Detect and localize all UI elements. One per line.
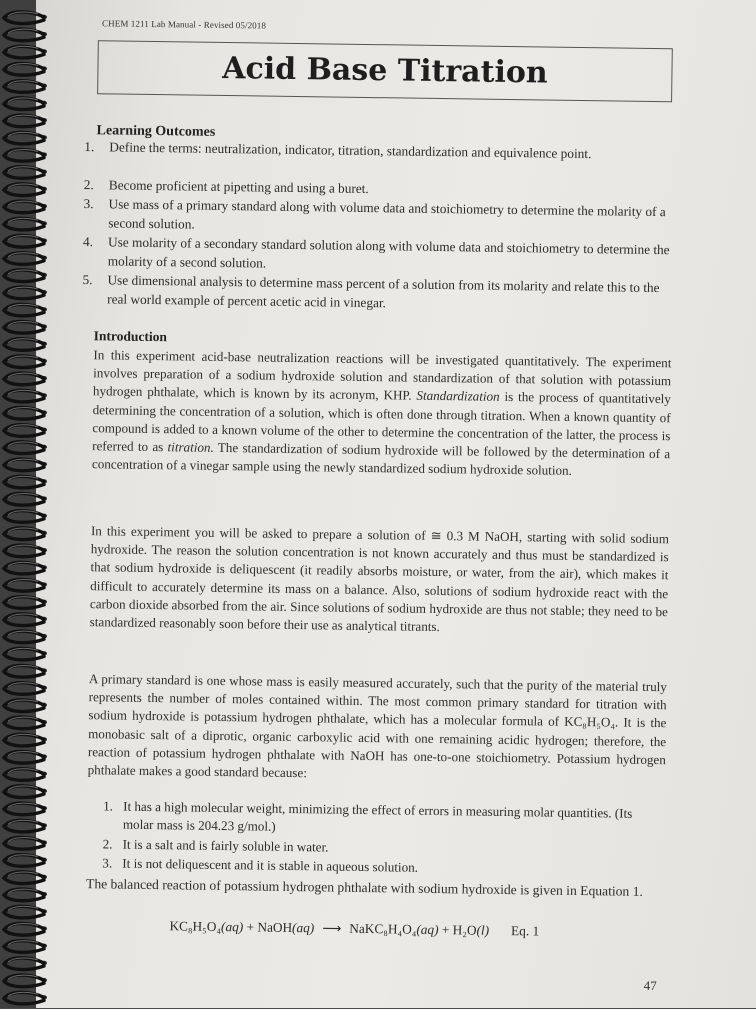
reason-number: 3.	[102, 855, 113, 871]
intro-p1-part-c: The standardization of sodium hydroxide will be followed by the determination of a concentration of a vinegar sample using the newly standardized sodium hydroxide solution.	[91, 439, 671, 479]
eq-product-2-state: (l)	[476, 922, 490, 938]
eq-reactant-1: KC₈H₅O₄	[169, 918, 222, 935]
learning-outcomes-heading: Learning Outcomes	[96, 123, 216, 140]
page-number: 47	[643, 977, 657, 994]
outcome-number: 5.	[82, 272, 93, 288]
outcome-item-2	[83, 176, 680, 197]
eq-reactant-2-state: (aq)	[292, 920, 315, 936]
outcome-text: Use dimensional analysis to determine mass percent of a solution from its molarity and relate this to the real world example of percent acetic acid in vinegar.	[107, 272, 660, 310]
eq-plus: +	[243, 919, 258, 935]
eq-product-2: H₂O	[452, 922, 477, 938]
intro-p1-part-a: In this experiment acid-base neutralization reactions will be investigated quantitatively. The experiment involves preparation of a sodium hydroxide solution and standardization of that solution with potassium hydrogen phthalate, which is known by its acronym, KHP.	[92, 347, 672, 404]
intro-paragraph-1	[92, 346, 672, 481]
eq-reactant-1-state: (aq)	[220, 919, 244, 935]
eq-arrow-icon: ⟶	[322, 920, 342, 936]
introduction-heading: Introduction	[93, 328, 168, 345]
outcome-number: 1.	[84, 139, 95, 155]
term-titration: titration.	[167, 439, 214, 455]
eq-label: Eq. 1	[511, 923, 540, 939]
reason-item-1	[103, 797, 663, 835]
outcome-number: 2.	[83, 177, 94, 193]
spiral-binding	[0, 0, 56, 1008]
eq-product-1: NaKC₈H₄O₄	[349, 920, 417, 937]
reason-text: It has a high molecular weight, minimizing the effect of errors in measuring molar quantities. (Its molar mass is 204.23 g/mol.)	[122, 798, 633, 835]
outcome-text: Define the terms: neutralization, indicator, titration, standardization and equivalence point.	[109, 139, 592, 162]
outcome-number: 3.	[83, 196, 94, 212]
reason-text: It is a salt and is fairly soluble in water.	[122, 836, 329, 855]
term-standardization: Standardization	[416, 388, 500, 405]
equation-1	[169, 918, 539, 939]
page-title: Acid Base Titration	[221, 50, 548, 91]
eq-product-1-state: (aq)	[416, 921, 439, 938]
intro-paragraph-3: A primary standard is one whose mass is easily measured accurately, such that the purity of the material truly represents the number of moles contained within. The most common primary standard for titration with sodium hydroxide is potassium hydrogen phthalate, which has a molecular formula of KC₈H₅O₄. It is the monobasic salt of a diprotic, organic carboxylic acid with one remaining acidic hydrogen; therefore, the reaction of potassium hydrogen phthalate with NaOH has one-to-one stoichiometry. Potassium hydrogen phthalate makes a good standard because:	[87, 671, 667, 781]
page-content	[48, 10, 702, 1009]
outcome-text: Use molarity of a secondary standard solution along with volume data and stoichiometry to determine the molarity of a second solution.	[107, 234, 670, 271]
outcome-text: Become proficient at pipetting and using a buret.	[108, 177, 369, 197]
outcome-text: Use mass of a primary standard along with volume data and stoichiometry to determine the molarity of a second solution.	[108, 196, 666, 232]
outcome-number: 4.	[82, 234, 94, 250]
running-header: CHEM 1211 Lab Manual - Revised 05/2018	[102, 18, 267, 31]
eq-plus: +	[438, 922, 453, 938]
intro-p1-part-b: is the process of quantitatively determining the concentration of a solution, which is often done through titration. When a known quantity of compound is added to a known volume of the other to determine the concentration of the latter, the process is referred to as	[92, 389, 672, 455]
intro-paragraph-2: In this experiment you will be asked to prepare a solution of ≅ 0.3 M NaOH, starting with solid sodium hydroxide. The reason the solution concentration is not known accurately and thus must be standardized is that sodium hydroxide is deliquescent (it readily absorbs moisture, or water, from the air), which makes it difficult to accurately determine its mass on a balance. Also, solutions of sodium hydroxide react with the carbon dioxide absorbed from the air. Since solutions of sodium hydroxide are thus not stable; they need to be standardized reasonably soon before their use as analytical titrants.	[89, 523, 670, 635]
title-box	[97, 40, 673, 102]
reason-number: 1.	[103, 798, 114, 814]
reason-text: It is not deliquescent and it is stable in aqueous solution.	[122, 855, 419, 875]
eq-reactant-2: NaOH	[257, 919, 293, 936]
reason-number: 2.	[102, 836, 113, 852]
outcome-item-1	[84, 138, 680, 162]
intro-paragraph-4: The balanced reaction of potassium hydrogen phthalate with sodium hydroxide is given in Equation 1.	[85, 876, 643, 899]
